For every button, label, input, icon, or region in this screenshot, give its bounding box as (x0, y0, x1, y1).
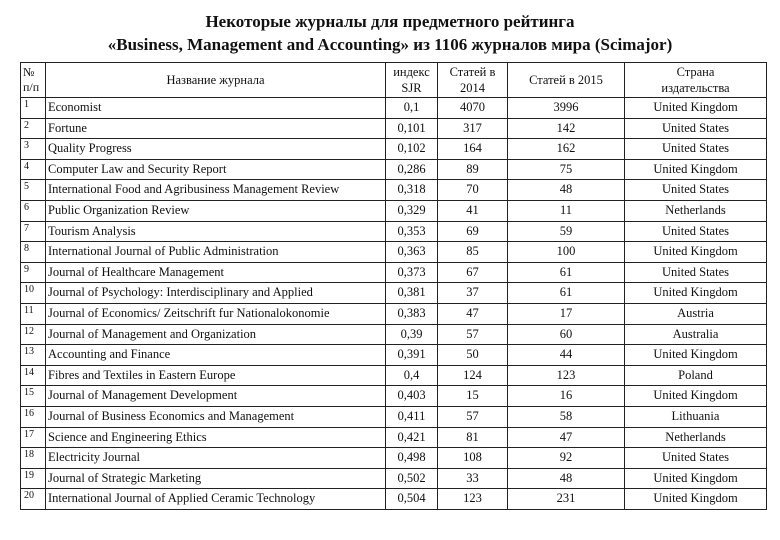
journal-name: Journal of Management and Organization (46, 324, 386, 345)
title-line-2: «Business, Management and Accounting» из 1106 журналов мира (Scimajor) (107, 35, 673, 54)
country: United Kingdom (625, 283, 767, 304)
row-number: 16 (21, 406, 46, 427)
title-line-1: Некоторые журналы для предметного рейтинга (205, 12, 575, 31)
table-row (21, 448, 767, 469)
sjr-value: 0,318 (386, 180, 438, 201)
articles-2014: 70 (438, 180, 508, 201)
country: United Kingdom (625, 386, 767, 407)
header-country (625, 63, 767, 98)
row-number: 5 (21, 180, 46, 201)
articles-2014: 47 (438, 303, 508, 324)
journal-name: Science and Engineering Ethics (46, 427, 386, 448)
header-2014-line2: 2014 (460, 81, 485, 95)
table-row (21, 159, 767, 180)
articles-2015: 47 (508, 427, 625, 448)
journal-name: Fortune (46, 118, 386, 139)
journal-name: Journal of Management Development (46, 386, 386, 407)
row-number: 15 (21, 386, 46, 407)
sjr-value: 0,504 (386, 489, 438, 510)
country: United Kingdom (625, 489, 767, 510)
journal-name: Economist (46, 98, 386, 119)
articles-2014: 164 (438, 139, 508, 160)
articles-2014: 57 (438, 324, 508, 345)
articles-2015: 61 (508, 262, 625, 283)
country: United States (625, 180, 767, 201)
articles-2015: 3996 (508, 98, 625, 119)
table-row (21, 221, 767, 242)
country: Australia (625, 324, 767, 345)
journal-name: Tourism Analysis (46, 221, 386, 242)
header-country-line2: издательства (661, 81, 730, 95)
row-number: 19 (21, 468, 46, 489)
articles-2015: 59 (508, 221, 625, 242)
table-row (21, 98, 767, 119)
table-row (21, 406, 767, 427)
table-row (21, 345, 767, 366)
articles-2015: 58 (508, 406, 625, 427)
articles-2014: 89 (438, 159, 508, 180)
journal-name: Journal of Business Economics and Management (46, 406, 386, 427)
sjr-value: 0,498 (386, 448, 438, 469)
table-row (21, 242, 767, 263)
header-sjr (386, 63, 438, 98)
row-number: 20 (21, 489, 46, 510)
articles-2015: 60 (508, 324, 625, 345)
sjr-value: 0,329 (386, 200, 438, 221)
row-number: 17 (21, 427, 46, 448)
sjr-value: 0,421 (386, 427, 438, 448)
row-number: 3 (21, 139, 46, 160)
articles-2014: 33 (438, 468, 508, 489)
journal-name: Journal of Economics/ Zeitschrift fur Nationalokonomie (46, 303, 386, 324)
articles-2015: 100 (508, 242, 625, 263)
table-row (21, 262, 767, 283)
articles-2015: 231 (508, 489, 625, 510)
row-number: 11 (21, 303, 46, 324)
table-row (21, 200, 767, 221)
articles-2014: 15 (438, 386, 508, 407)
articles-2015: 123 (508, 365, 625, 386)
country: United States (625, 221, 767, 242)
table-row (21, 118, 767, 139)
country: Austria (625, 303, 767, 324)
articles-2015: 48 (508, 180, 625, 201)
row-number: 10 (21, 283, 46, 304)
header-number-line1: № (23, 65, 35, 79)
articles-2014: 81 (438, 427, 508, 448)
country: United States (625, 262, 767, 283)
journals-table (20, 62, 767, 510)
country: Netherlands (625, 200, 767, 221)
sjr-value: 0,373 (386, 262, 438, 283)
row-number: 14 (21, 365, 46, 386)
articles-2014: 67 (438, 262, 508, 283)
sjr-value: 0,363 (386, 242, 438, 263)
header-sjr-line1: индекс (393, 65, 430, 79)
row-number: 8 (21, 242, 46, 263)
row-number: 6 (21, 200, 46, 221)
sjr-value: 0,381 (386, 283, 438, 304)
sjr-value: 0,502 (386, 468, 438, 489)
journal-name: Journal of Healthcare Management (46, 262, 386, 283)
country: Netherlands (625, 427, 767, 448)
country: United States (625, 139, 767, 160)
row-number: 2 (21, 118, 46, 139)
row-number: 12 (21, 324, 46, 345)
table-row (21, 180, 767, 201)
sjr-value: 0,102 (386, 139, 438, 160)
sjr-value: 0,39 (386, 324, 438, 345)
journal-name: International Journal of Applied Ceramic Technology (46, 489, 386, 510)
sjr-value: 0,383 (386, 303, 438, 324)
row-number: 9 (21, 262, 46, 283)
sjr-value: 0,353 (386, 221, 438, 242)
header-2014-line1: Статей в (449, 65, 496, 79)
sjr-value: 0,101 (386, 118, 438, 139)
articles-2014: 50 (438, 345, 508, 366)
table-row (21, 303, 767, 324)
country: United States (625, 118, 767, 139)
articles-2014: 69 (438, 221, 508, 242)
articles-2014: 41 (438, 200, 508, 221)
country: United States (625, 448, 767, 469)
articles-2014: 85 (438, 242, 508, 263)
sjr-value: 0,403 (386, 386, 438, 407)
header-country-line1: Страна (676, 65, 715, 79)
table-row (21, 324, 767, 345)
articles-2015: 48 (508, 468, 625, 489)
articles-2014: 124 (438, 365, 508, 386)
journal-name: Computer Law and Security Report (46, 159, 386, 180)
country: United Kingdom (625, 468, 767, 489)
articles-2015: 11 (508, 200, 625, 221)
row-number: 1 (21, 98, 46, 119)
journal-name: Journal of Psychology: Interdisciplinary and Applied (46, 283, 386, 304)
country: Poland (625, 365, 767, 386)
page-title (0, 10, 780, 56)
journal-name: Quality Progress (46, 139, 386, 160)
articles-2015: 92 (508, 448, 625, 469)
row-number: 18 (21, 448, 46, 469)
country: United Kingdom (625, 159, 767, 180)
journal-name: Journal of Strategic Marketing (46, 468, 386, 489)
row-number: 13 (21, 345, 46, 366)
header-row (21, 63, 767, 98)
table-row (21, 283, 767, 304)
table-row (21, 489, 767, 510)
journal-name: Accounting and Finance (46, 345, 386, 366)
articles-2014: 108 (438, 448, 508, 469)
journal-name: International Journal of Public Administration (46, 242, 386, 263)
sjr-value: 0,1 (386, 98, 438, 119)
sjr-value: 0,391 (386, 345, 438, 366)
country: United Kingdom (625, 345, 767, 366)
header-number (21, 63, 46, 98)
country: United Kingdom (625, 98, 767, 119)
articles-2015: 142 (508, 118, 625, 139)
journal-name: Fibres and Textiles in Eastern Europe (46, 365, 386, 386)
country: Lithuania (625, 406, 767, 427)
country: United Kingdom (625, 242, 767, 263)
row-number: 4 (21, 159, 46, 180)
sjr-value: 0,411 (386, 406, 438, 427)
sjr-value: 0,286 (386, 159, 438, 180)
journal-name: International Food and Agribusiness Management Review (46, 180, 386, 201)
articles-2014: 37 (438, 283, 508, 304)
header-articles-2015: Статей в 2015 (508, 63, 625, 98)
articles-2015: 162 (508, 139, 625, 160)
articles-2015: 61 (508, 283, 625, 304)
articles-2014: 57 (438, 406, 508, 427)
table-row (21, 365, 767, 386)
articles-2015: 44 (508, 345, 625, 366)
journal-name: Public Organization Review (46, 200, 386, 221)
header-articles-2014 (438, 63, 508, 98)
row-number: 7 (21, 221, 46, 242)
articles-2014: 317 (438, 118, 508, 139)
header-journal-name: Название журнала (46, 63, 386, 98)
journal-name: Electricity Journal (46, 448, 386, 469)
articles-2014: 123 (438, 489, 508, 510)
articles-2015: 75 (508, 159, 625, 180)
articles-2014: 4070 (438, 98, 508, 119)
header-sjr-line2: SJR (401, 81, 422, 95)
table-body (21, 98, 767, 510)
articles-2015: 17 (508, 303, 625, 324)
table-row (21, 427, 767, 448)
header-number-line2: п/п (23, 80, 40, 94)
table-row (21, 386, 767, 407)
table-row (21, 468, 767, 489)
articles-2015: 16 (508, 386, 625, 407)
table-row (21, 139, 767, 160)
sjr-value: 0,4 (386, 365, 438, 386)
